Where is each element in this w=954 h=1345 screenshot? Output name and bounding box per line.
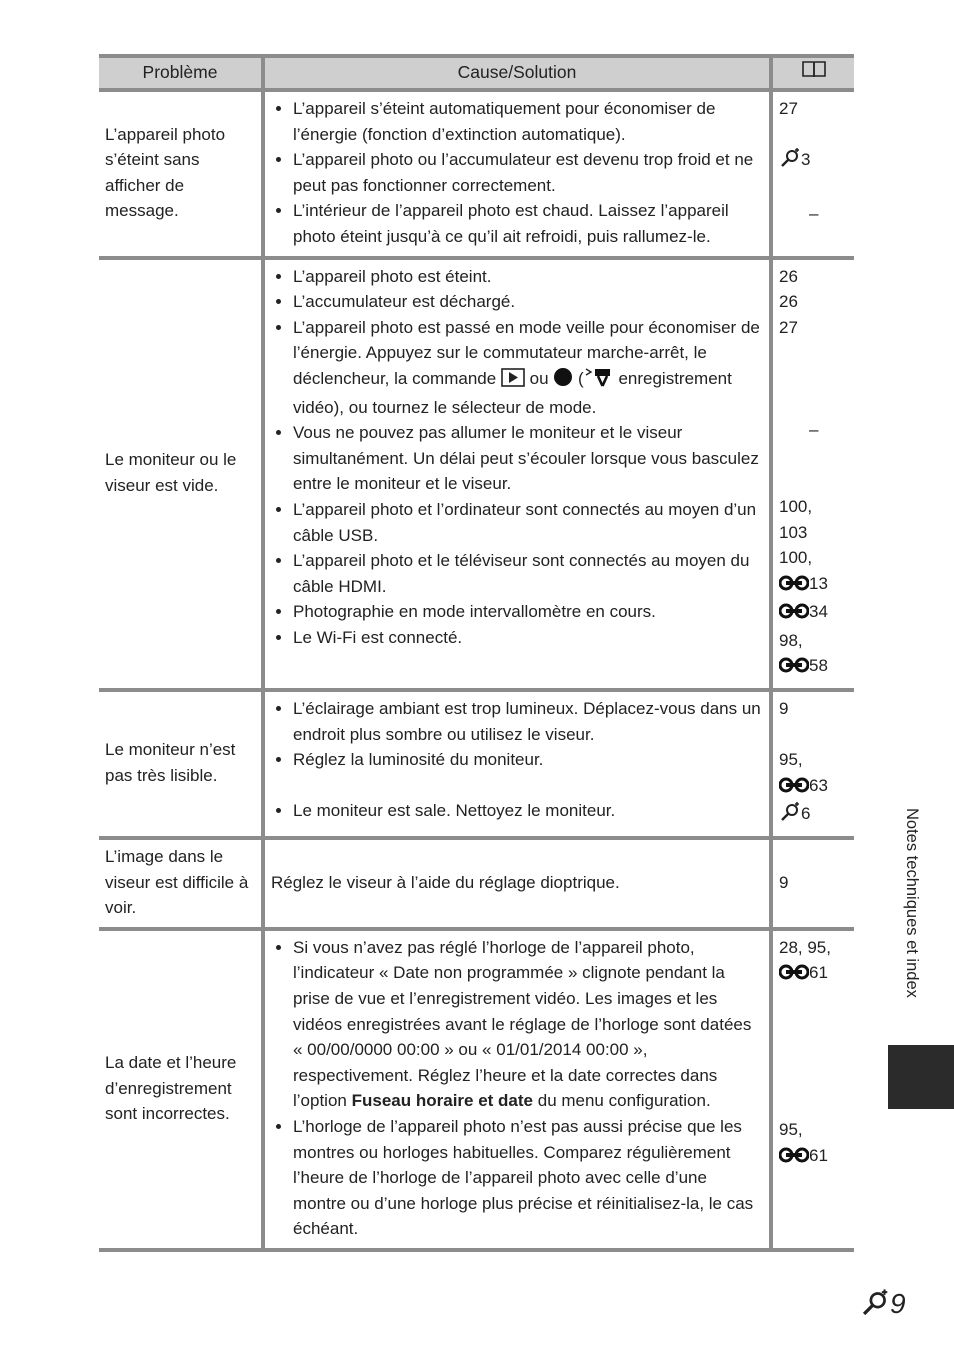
page-number: 9 [860, 1288, 906, 1324]
problem-cell: L’appareil photo s’éteint sans afficher de message. [105, 124, 226, 221]
table-header-row [99, 56, 854, 90]
list-item: L’horloge de l’appareil photo n’est pas aussi précise que les montres ou horloges habituelles. Comparez régulièrement l’heure de l’horloge de l’appareil photo avec celle d’une montre ou d’une horloge plus précise et réinitialisez-la, le cas échéant. [271, 1114, 761, 1242]
cause-cell [263, 690, 771, 838]
list-item: Le moniteur est sale. Nettoyez le moniteur. [271, 798, 761, 824]
problem-cell: Le moniteur ou le viseur est vide. [99, 258, 263, 691]
reference-cell [771, 690, 854, 838]
list-item: L’accumulateur est déchargé. [271, 289, 761, 315]
page-reference: 95, [779, 750, 803, 770]
cause-cell [263, 258, 771, 691]
problem-cell: La date et l’heure d’enregistrement sont incorrectes. [99, 929, 263, 1250]
list-item: L’appareil photo est passé en mode veille pour économiser de l’énergie. Appuyez sur le commutateur marche-arrêt, le déclencheur, la commande ou ( enregistrement vidéo), ou tournez le sélecteur de mode. [271, 315, 761, 420]
list-item: Photographie en mode intervallomètre en cours. [271, 599, 761, 625]
problem-cell: L’image dans le viseur est difficile à voir. [99, 838, 263, 929]
list-item: L’appareil photo et l’ordinateur sont connectés au moyen d’un câble USB. [271, 497, 761, 548]
page-reference: 3 [779, 147, 848, 176]
reference-section-icon [779, 574, 809, 600]
record-dot-icon [553, 367, 573, 395]
troubleshooting-table [99, 54, 854, 1252]
reference-section-icon [779, 602, 809, 628]
reference-section-icon [779, 1146, 809, 1172]
page-reference: 100, [779, 548, 813, 568]
page-reference: 28, 95, [779, 937, 831, 957]
page-reference: – [809, 204, 819, 224]
header-cause-solution: Cause/Solution [263, 56, 771, 90]
book-icon [801, 59, 827, 87]
header-reference [771, 56, 854, 90]
page-reference: 98, [779, 630, 803, 650]
list-item: L’éclairage ambiant est trop lumineux. Déplacez-vous dans un endroit plus sombre ou utilisez le viseur. [271, 696, 761, 747]
tools-icon [779, 148, 801, 176]
page-reference: 34 [779, 599, 848, 628]
page-reference: 61 [779, 960, 848, 989]
playback-icon [501, 368, 525, 395]
list-item: L’appareil photo et le téléviseur sont connectés au moyen du câble HDMI. [271, 548, 761, 599]
list-item: Réglez la luminosité du moniteur. [271, 747, 761, 773]
page-reference: 100, [779, 496, 813, 516]
page-reference: 13 [779, 571, 848, 600]
reference-cell [771, 90, 854, 258]
list-item: L’appareil s’éteint automatiquement pour économiser de l’énergie (fonction d’extinction automatique). [271, 96, 761, 147]
reference-cell [771, 258, 854, 691]
page-reference: 58 [779, 653, 848, 682]
menu-option-label: Fuseau horaire et date [351, 1091, 533, 1111]
page-reference: 61 [779, 1143, 848, 1172]
page-reference: 26 [779, 292, 798, 312]
list-item: Le Wi-Fi est connecté. [271, 625, 761, 651]
reference-section-icon [779, 776, 809, 802]
reference-cell [771, 838, 854, 929]
reference-section-icon [779, 963, 809, 989]
tools-icon [860, 1289, 890, 1324]
problem-cell: Le moniteur n’est pas très lisible. [99, 690, 263, 838]
reference-cell [771, 929, 854, 1250]
page-reference: 9 [779, 699, 789, 719]
cause-cell: Réglez le viseur à l’aide du réglage dioptrique. [263, 838, 771, 929]
movie-record-icon [584, 367, 614, 395]
page-reference: 27 [779, 317, 798, 337]
page-reference: 9 [779, 872, 789, 892]
page-reference: 95, [779, 1119, 803, 1139]
cause-cell [263, 929, 771, 1250]
list-item: L’intérieur de l’appareil photo est chaud. Laissez l’appareil photo éteint jusqu’à ce qu’il ait refroidi, puis rallumez-le. [271, 198, 761, 249]
reference-section-icon [779, 656, 809, 682]
page-reference: 103 [779, 522, 808, 542]
page-reference: 63 [779, 773, 848, 802]
table-row [99, 90, 854, 258]
table-row [99, 838, 854, 929]
list-item: L’appareil photo est éteint. [271, 264, 761, 290]
list-item: Si vous n’avez pas réglé l’horloge de l’appareil photo, l’indicateur « Date non programmée » clignote pendant la prise de vue et l’enregistrement vidéo. Les images et les vidéos enregistrées avant le réglage de l’horloge sont datées « 00/00/0000 00:00 » ou « 01/01/2014 00:00 », respectivement. Réglez l’heure et la date correctes dans l’option Fuseau horaire et date du menu configuration. [271, 935, 761, 1114]
page-reference: 27 [779, 99, 798, 118]
section-tab-label: Notes techniques et index [903, 808, 921, 998]
page-reference: 6 [779, 801, 848, 830]
list-item: Vous ne pouvez pas allumer le moniteur et le viseur simultanément. Un délai peut s’écouler lorsque vous basculez entre le moniteur et le viseur. [271, 420, 761, 497]
page-reference: 26 [779, 266, 798, 286]
list-item: L’appareil photo ou l’accumulateur est devenu trop froid et ne peut pas fonctionner correctement. [271, 147, 761, 198]
page-reference: – [809, 420, 819, 440]
table-row [99, 258, 854, 691]
table-row [99, 690, 854, 838]
tools-icon [779, 802, 801, 830]
section-tab-marker [888, 1045, 954, 1109]
table-row [99, 929, 854, 1250]
cause-cell [263, 90, 771, 258]
header-problem: Problème [99, 56, 263, 90]
